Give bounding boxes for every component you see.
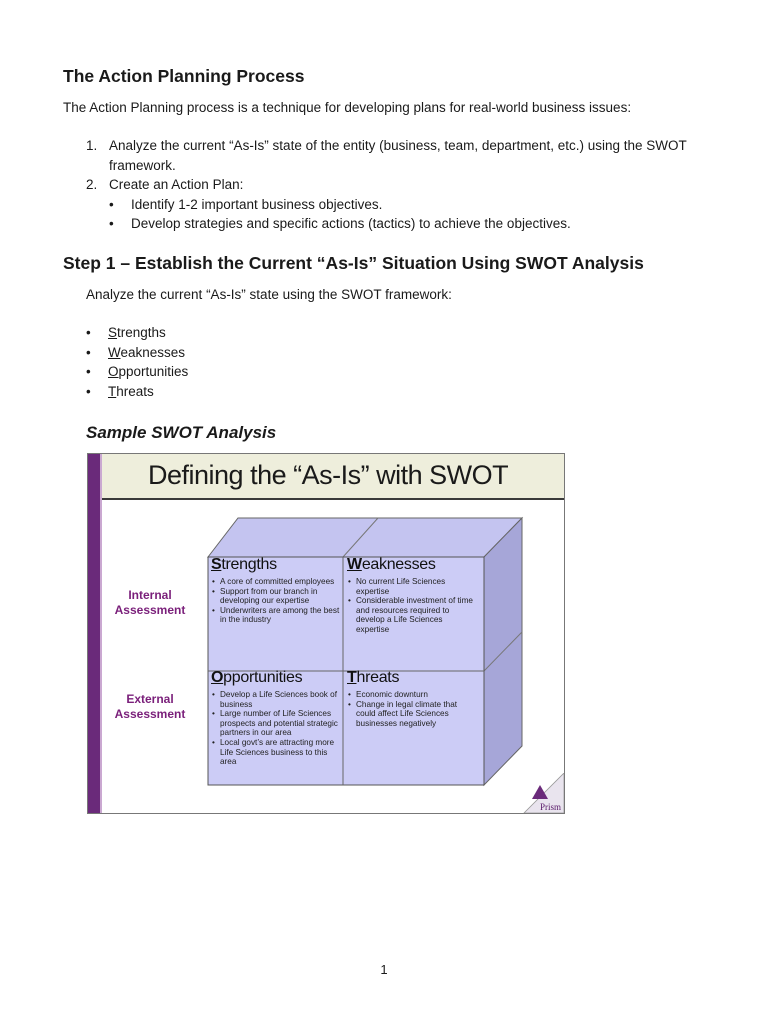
list-item bbox=[86, 362, 188, 382]
sub-list-item: • Develop strategies and specific actions (tactics) to achieve the objectives. bbox=[109, 214, 716, 234]
quadrant-list bbox=[347, 690, 477, 728]
list-item: • Support from our branch in developing our expertise bbox=[211, 587, 341, 606]
intro-paragraph: The Action Planning process is a technique for developing plans for real-world business issues: bbox=[63, 100, 632, 115]
quadrant-list bbox=[347, 577, 477, 635]
initial-letter: W bbox=[108, 344, 121, 360]
quadrant-title bbox=[347, 669, 477, 687]
list-item bbox=[86, 323, 188, 343]
sub-list bbox=[109, 195, 716, 234]
steps-list bbox=[86, 136, 716, 234]
section-intro: Analyze the current “As-Is” state using the SWOT framework: bbox=[86, 287, 452, 302]
threats-quadrant bbox=[347, 669, 477, 728]
external-assessment-label: External Assessment bbox=[114, 692, 186, 721]
list-item: • Underwriters are among the best in the industry bbox=[211, 606, 341, 625]
word-rest: trengths bbox=[221, 556, 277, 573]
step-number: 1. bbox=[86, 138, 98, 153]
word-rest: eaknesses bbox=[361, 556, 436, 573]
initial-letter: T bbox=[108, 383, 117, 399]
initial-letter: O bbox=[108, 364, 119, 379]
step-number: 2. bbox=[86, 177, 98, 192]
initial-letter: S bbox=[211, 556, 222, 573]
step-text: Create an Action Plan: bbox=[109, 177, 244, 192]
word-rest: hreats bbox=[116, 383, 154, 399]
weaknesses-quadrant bbox=[347, 556, 477, 635]
quadrant-title bbox=[211, 669, 341, 687]
swot-slide-image bbox=[87, 453, 565, 814]
list-item: • A core of committed employees bbox=[211, 577, 341, 587]
initial-letter: W bbox=[347, 556, 362, 573]
list-item bbox=[86, 382, 188, 402]
list-item: • No current Life Sciences expertise bbox=[347, 577, 477, 596]
slide-title: Defining the “As-Is” with SWOT bbox=[148, 460, 509, 490]
initial-letter: T bbox=[347, 669, 357, 686]
list-item: • Local govt’s are attracting more Life Sciences business to this area bbox=[211, 738, 341, 767]
section-heading: Step 1 – Establish the Current “As-Is” Situation Using SWOT Analysis bbox=[63, 253, 644, 273]
swot-list bbox=[86, 323, 188, 401]
word-rest: pportunities bbox=[223, 669, 303, 686]
list-item: • Economic downturn bbox=[347, 690, 477, 700]
quadrant-list bbox=[211, 577, 341, 625]
page-number: 1 bbox=[380, 962, 388, 977]
list-item: • Develop a Life Sciences book of business bbox=[211, 690, 341, 709]
initial-letter: S bbox=[108, 325, 118, 340]
step-text: Analyze the current “As-Is” state of the entity (business, team, department, etc.) using the SWOT framework. bbox=[109, 138, 687, 173]
list-item: • Considerable investment of time and resources required to develop a Life Sciences expertise bbox=[347, 596, 477, 634]
list-item: • Change in legal climate that could affect Life Sciences businesses negatively bbox=[347, 700, 477, 729]
list-item bbox=[86, 175, 716, 234]
word-rest: eaknesses bbox=[120, 344, 186, 360]
sub-list-item: • Identify 1-2 important business objectives. bbox=[109, 195, 716, 215]
page-title: The Action Planning Process bbox=[63, 66, 305, 86]
sample-heading: Sample SWOT Analysis bbox=[86, 423, 277, 442]
quadrant-list bbox=[211, 690, 341, 767]
list-item: • Large number of Life Sciences prospects and potential strategic partners in our area bbox=[211, 709, 341, 738]
list-item bbox=[86, 136, 716, 175]
quadrant-title bbox=[211, 556, 341, 574]
cube-top-face bbox=[208, 518, 522, 557]
word-rest: pportunities bbox=[118, 364, 189, 379]
word-rest: trengths bbox=[117, 325, 166, 340]
opportunities-quadrant bbox=[211, 669, 341, 767]
strengths-quadrant bbox=[211, 556, 341, 625]
list-item bbox=[86, 343, 188, 363]
logo-text: Prism bbox=[539, 802, 561, 812]
initial-letter: O bbox=[211, 669, 224, 686]
word-rest: hreats bbox=[356, 669, 400, 686]
quadrant-title bbox=[347, 556, 477, 574]
internal-assessment-label: Internal Assessment bbox=[114, 588, 186, 617]
